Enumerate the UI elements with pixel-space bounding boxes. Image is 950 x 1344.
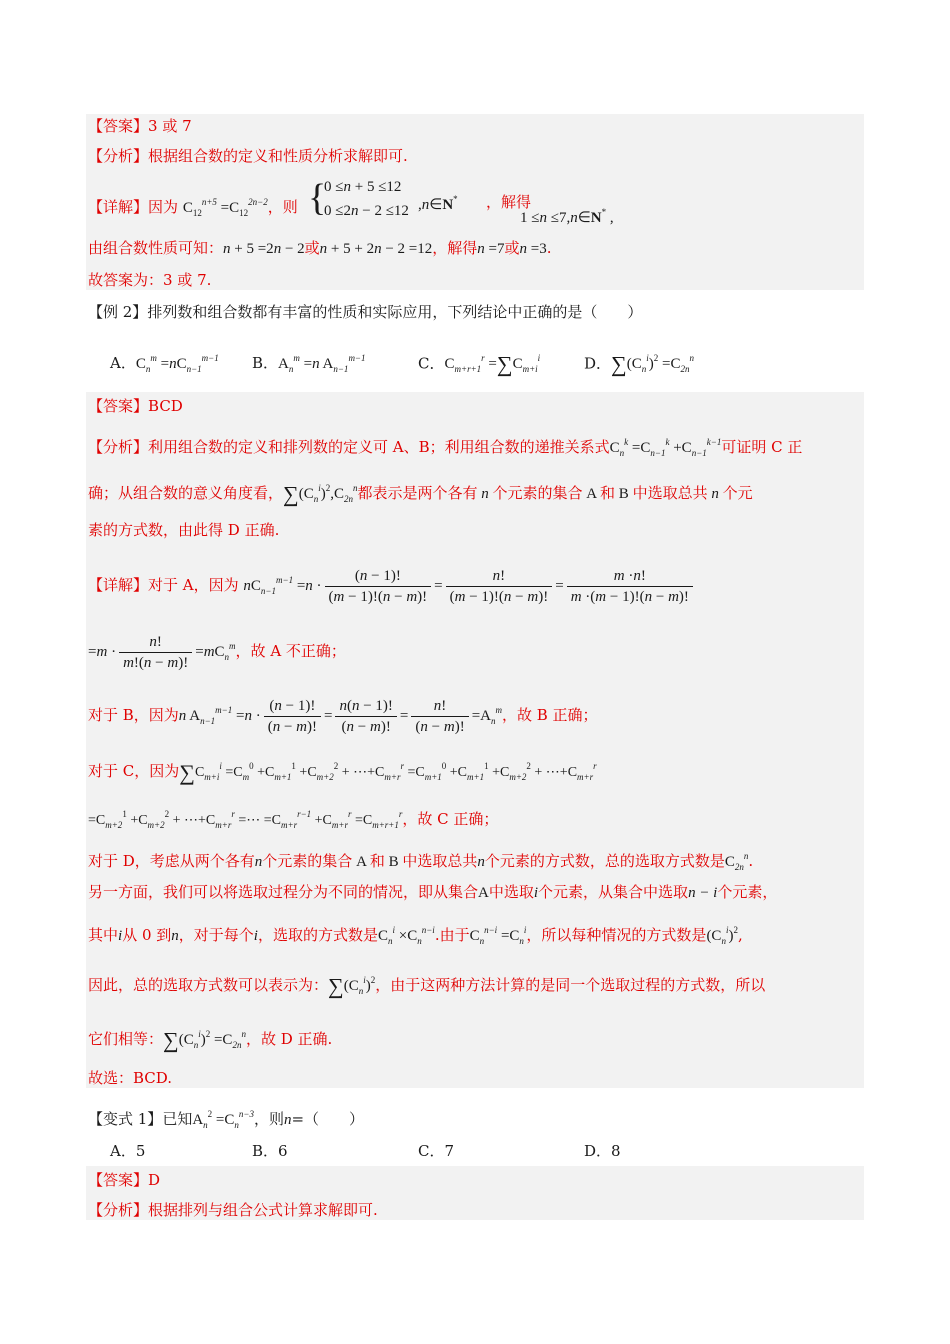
detail-text-1: 因为 xyxy=(148,198,179,216)
example2-detail-g: 因此，总的选取方式数可以表示为：$\sum(C_n^i)^2$，由于这两种方法计算的是同一个选取过程的方式数，所以 xyxy=(88,973,766,999)
example2-detail-f: 其中i从 0 到n，对于每个i，选取的方式数是$C_n^i \times C_n^{n-i}$.由于$C_n^{n-i} =C_n^i$，所以每种情况的方式数是$(C_n^i)^2$, xyxy=(88,925,743,946)
variant1-question: 【变式 1】已知$A_n^2 =C_n^{n-3}$，则n=（ ） xyxy=(88,1109,365,1130)
example2-analysis-2: 确；从组合数的意义角度看，$\sum(C_n^i)^2,C_{2n}^n$都表示是两个各有 n 个元素的集合 A 和 B 中选取总共 n 个元 xyxy=(88,481,753,507)
variant1-answer: 【答案】D xyxy=(88,1171,161,1189)
example2-detail-a: 【详解】对于 A，因为 $nC_{n-1}^{m-1} =n$ · $\frac{(n - 1)!}{(m - 1)!(n - m)!}$ = $\frac{n!}{(m - 1)!(n - m)!}$ = $\frac{m \cdot n!}{m \cdot(m - 1)!(n - m)!}$ xyxy=(88,566,696,607)
example2-question xyxy=(88,302,642,322)
option-d: D．$\sum(C_n^i)^2 =C_{2n}^n$ xyxy=(584,352,694,377)
example2-detail-b: 对于 B，因为n $A_{n-1}^{m-1} =n$ · $\frac{(n - 1)!}{(n - m)!}$ = $\frac{n(n - 1)!}{(n - m)!}$ = $\frac{n!}{(n - m)!}$ $=A_n^m$，故 B 正确； xyxy=(88,698,598,735)
example2-question-text: 排列数和组合数都有丰富的性质和实际应用，下列结论中正确的是（ ） xyxy=(147,303,643,321)
example2-label: 【例 2】 xyxy=(88,303,148,321)
detail-label: 【详解】 xyxy=(88,198,149,216)
example2-detail-c2: $=C_{m+2}^1 +C_{m+2}^2$ + $\cdots+C_{m+r}^r$ =⋯ $=C_{m+r}^{r-1} +C_{m+r}^r =C_{m+r+1}^r$，故 C 正确； xyxy=(88,809,499,830)
option-a: A．$C_n^m =nC_{n-1}^{m-1}$ xyxy=(110,353,219,374)
variant1-analysis: 【分析】根据排列与组合公式计算求解即可. xyxy=(88,1201,378,1219)
example2-detail-c: 对于 C，因为$\sum C_{m+i}^i =C_m^0 +C_{m+1}^1 +C_{m+2}^2$ + $\cdots+C_{m+r}^r =C_{m+1}^0 +C_{m+1}^1 +C_{m+2}^2$ + $\cdots+C_{m+r}^r$ xyxy=(88,759,597,785)
example2-conclusion: 故选：BCD. xyxy=(88,1069,173,1087)
example2-analysis-1: 【分析】利用组合数的定义和排列数的定义可 A、B；利用组合数的递推关系式$C_n^k =C_{n-1}^k +C_{n-1}^{k-1}$可证明 C 正 xyxy=(88,437,803,458)
top-answer xyxy=(88,116,192,136)
example2-detail-a2: =m · $\frac{n!}{m!(n - m)!}$ $=mC_n^m$，故 A 不正确； xyxy=(88,634,346,671)
example2-answer-text: BCD xyxy=(148,397,183,415)
detail-line2-d: 或 xyxy=(504,239,520,257)
formula-range: 1 ≤n ≤7,n∈N* , xyxy=(520,207,614,226)
top-conclusion: 故答案为：3 或 7. xyxy=(88,271,212,289)
analysis-text: 根据组合数的定义和性质分析求解即可. xyxy=(148,147,408,165)
detail-text-3: ，解得 xyxy=(486,193,532,211)
variant1-option-c: C．7 xyxy=(418,1142,455,1160)
example2-detail-h: 它们相等：$\sum(C_n^i)^2 =C_{2n}^n$，故 D 正确. xyxy=(88,1027,333,1053)
variant1-option-d: D．8 xyxy=(584,1142,621,1160)
detail-line2-b: 或 xyxy=(304,239,320,257)
detail-line2-a: 由组合数性质可知： xyxy=(88,239,224,257)
top-detail-line2: 由组合数性质可知：n + 5 =2n − 2或n + 5 + 2n − 2 =12，解得n =7或n =3. xyxy=(88,239,552,257)
detail-line2-c: ，解得 xyxy=(432,239,478,257)
option-c: C．$C_{m+r+1}^r =\sum C_{m+i}^i$ xyxy=(418,352,541,377)
example2-analysis-3: 素的方式数，由此得 D 正确. xyxy=(88,521,280,539)
analysis-label: 【分析】 xyxy=(88,147,149,165)
example2-detail-e: 另一方面，我们可以将选取过程分为不同的情况，即从集合A中选取i个元素，从集合中选取n − i个元素， xyxy=(88,883,778,901)
top-analysis xyxy=(88,146,408,166)
answer-text: 3 或 7 xyxy=(148,117,192,135)
detail-text-2: ，则 xyxy=(267,198,298,216)
top-detail xyxy=(88,192,298,223)
example2-detail-d: 对于 D，考虑从两个各有n个元素的集合 A 和 B 中选取总共n个元素的方式数，总的选取方式数是$C_{2n}^n$. xyxy=(88,851,754,872)
formula-c12-equal: $C_{12}^{n+5} =C_{12}^{2n-2}$ xyxy=(182,197,268,218)
example2-answer: 【答案】BCD xyxy=(88,397,183,415)
variant1-option-b: B．6 xyxy=(252,1142,288,1160)
variant1-option-a: A．5 xyxy=(110,1142,146,1160)
answer-label: 【答案】 xyxy=(88,117,149,135)
option-b: B．$A_n^m =n$ $A_{n-1}^{m-1}$ xyxy=(252,353,366,374)
